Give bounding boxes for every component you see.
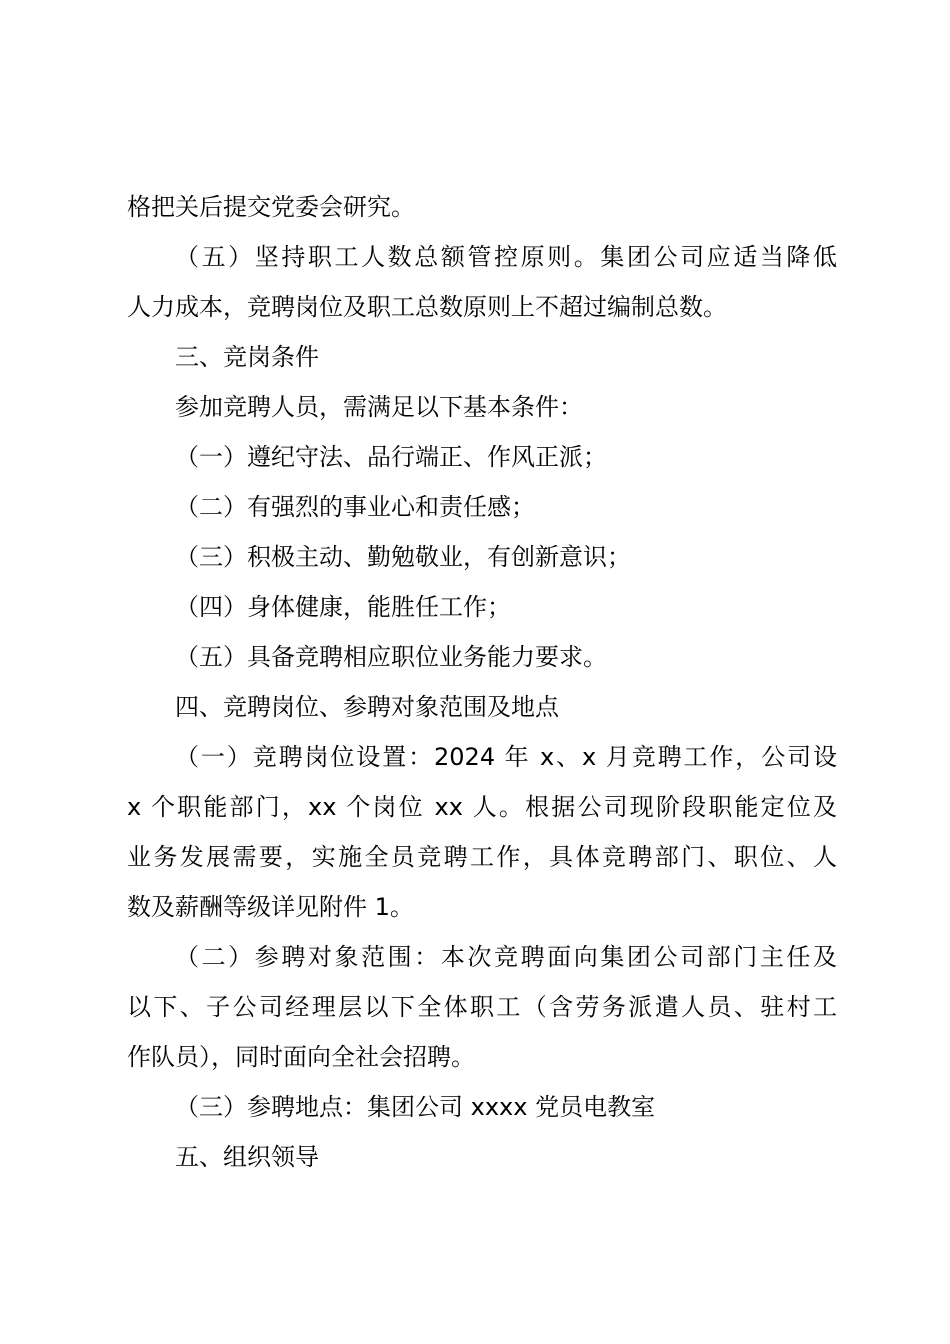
text-line: 人力成本，竞聘岗位及职工总数原则上不超过编制总数。: [127, 293, 727, 321]
text-line: （四）身体健康，能胜任工作；: [175, 593, 511, 621]
text-line: （三）积极主动、勤勉敬业，有创新意识；: [175, 543, 631, 571]
list-item: [127, 582, 837, 632]
text-line: （五）具备竞聘相应职位业务能力要求。: [175, 643, 607, 671]
paragraph-applicant-scope: [127, 932, 837, 1082]
text-line: x 个职能部门，xx 个岗位 xx 人。根据公司现阶段职能定位及: [127, 793, 837, 821]
text-line: 作队员），同时面向全社会招聘。: [127, 1043, 475, 1071]
text-line: （三）参聘地点：集团公司 xxxx 党员电教室: [175, 1093, 656, 1121]
text-line: 数及薪酬等级详见附件 1。: [127, 893, 414, 921]
paragraph-principle-five: [127, 232, 837, 332]
text-line: 以下、子公司经理层以下全体职工（含劳务派遣人员、驻村工: [127, 993, 837, 1021]
paragraph-continuation: [127, 182, 837, 232]
section-heading: 四、竞聘岗位、参聘对象范围及地点: [175, 693, 559, 721]
text-line: （二）参聘对象范围：本次竞聘面向集团公司部门主任及: [175, 943, 837, 971]
paragraph-location: [127, 1082, 837, 1132]
list-item: [127, 482, 837, 532]
section-heading: 三、竞岗条件: [175, 343, 319, 371]
document-body: [127, 182, 837, 1182]
text-line: 参加竞聘人员，需满足以下基本条件：: [175, 393, 583, 421]
paragraph-position-setup: [127, 732, 837, 932]
text-line: （五）坚持职工人数总额管控原则。集团公司应适当降低: [175, 243, 837, 271]
list-item: [127, 532, 837, 582]
paragraph-conditions-intro: [127, 382, 837, 432]
list-item: [127, 432, 837, 482]
section-heading-organization: [127, 1132, 837, 1182]
text-line: （一）竞聘岗位设置：2024 年 x、x 月竞聘工作，公司设: [175, 743, 837, 771]
section-heading: 五、组织领导: [175, 1143, 319, 1171]
text-line: 业务发展需要，实施全员竞聘工作，具体竞聘部门、职位、人: [127, 843, 837, 871]
text-line: （一）遵纪守法、品行端正、作风正派；: [175, 443, 607, 471]
list-item: [127, 632, 837, 682]
section-heading-conditions: [127, 332, 837, 382]
text-line: （二）有强烈的事业心和责任感；: [175, 493, 535, 521]
section-heading-positions: [127, 682, 837, 732]
text-line: 格把关后提交党委会研究。: [127, 193, 415, 221]
